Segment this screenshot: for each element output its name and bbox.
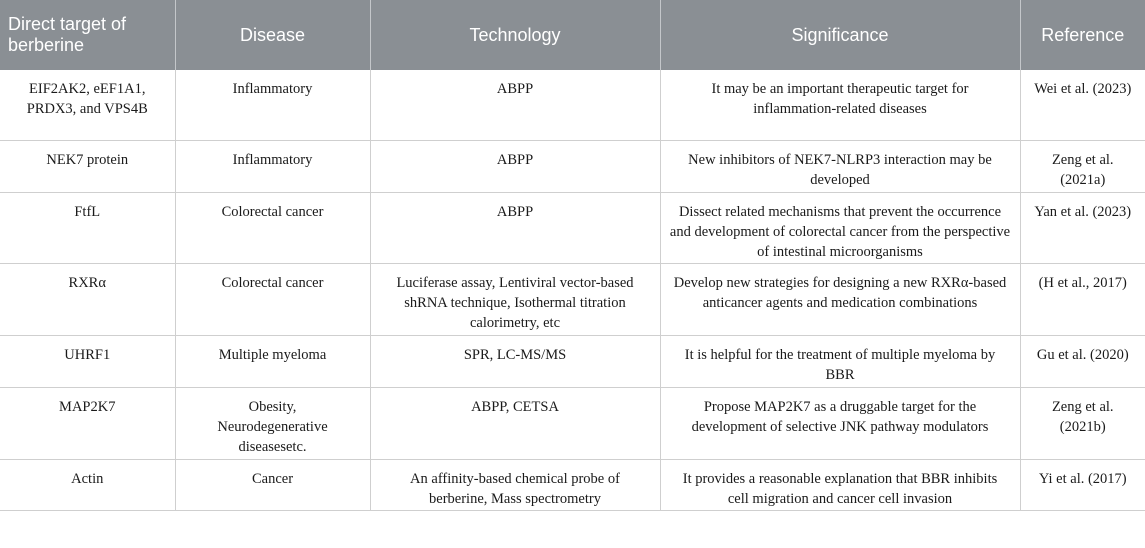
header-row — [0, 0, 1145, 70]
cell-disease: Cancer — [175, 460, 370, 511]
cell-disease: Inflammatory — [175, 70, 370, 141]
cell-technology: ABPP — [370, 193, 660, 264]
cell-reference: Gu et al. (2020) — [1020, 336, 1145, 388]
cell-technology: ABPP, CETSA — [370, 388, 660, 460]
header-reference: Reference — [1020, 0, 1145, 70]
cell-disease: Obesity, Neurodegenerative diseasesetc. — [175, 388, 370, 460]
header-target: Direct target of berberine — [0, 0, 175, 70]
cell-significance: It provides a reasonable explanation that BBR inhibits cell migration and cancer cell invasion — [660, 460, 1020, 511]
cell-reference: Yi et al. (2017) — [1020, 460, 1145, 511]
header-disease: Disease — [175, 0, 370, 70]
cell-technology: An affinity-based chemical probe of berberine, Mass spectrometry — [370, 460, 660, 511]
cell-reference: (H et al., 2017) — [1020, 264, 1145, 336]
table-row — [0, 460, 1145, 511]
cell-target: EIF2AK2, eEF1A1, PRDX3, and VPS4B — [0, 70, 175, 141]
table-row — [0, 388, 1145, 460]
cell-target: FtfL — [0, 193, 175, 264]
cell-significance: It is helpful for the treatment of multiple myeloma by BBR — [660, 336, 1020, 388]
cell-significance: Propose MAP2K7 as a druggable target for the development of selective JNK pathway modulators — [660, 388, 1020, 460]
table-row — [0, 70, 1145, 141]
cell-technology: Luciferase assay, Lentiviral vector-based shRNA technique, Isothermal titration calorimetry, etc — [370, 264, 660, 336]
cell-reference: Wei et al. (2023) — [1020, 70, 1145, 141]
header-technology: Technology — [370, 0, 660, 70]
cell-target: RXRα — [0, 264, 175, 336]
cell-disease: Inflammatory — [175, 141, 370, 193]
cell-disease: Colorectal cancer — [175, 193, 370, 264]
cell-technology: ABPP — [370, 70, 660, 141]
cell-target: Actin — [0, 460, 175, 511]
table-row — [0, 141, 1145, 193]
cell-target: UHRF1 — [0, 336, 175, 388]
header-significance: Significance — [660, 0, 1020, 70]
cell-technology: SPR, LC-MS/MS — [370, 336, 660, 388]
cell-significance: It may be an important therapeutic target for inflammation-related diseases — [660, 70, 1020, 141]
cell-disease: Multiple myeloma — [175, 336, 370, 388]
cell-significance: Develop new strategies for designing a new RXRα-based anticancer agents and medication combinations — [660, 264, 1020, 336]
cell-significance: Dissect related mechanisms that prevent the occurrence and development of colorectal cancer from the perspective of intestinal microorganisms — [660, 193, 1020, 264]
cell-reference: Zeng et al. (2021b) — [1020, 388, 1145, 460]
cell-target: MAP2K7 — [0, 388, 175, 460]
table-row — [0, 193, 1145, 264]
table-row — [0, 336, 1145, 388]
cell-target: NEK7 protein — [0, 141, 175, 193]
cell-disease: Colorectal cancer — [175, 264, 370, 336]
cell-technology: ABPP — [370, 141, 660, 193]
cell-reference: Yan et al. (2023) — [1020, 193, 1145, 264]
table-row — [0, 264, 1145, 336]
cell-reference: Zeng et al. (2021a) — [1020, 141, 1145, 193]
cell-significance: New inhibitors of NEK7-NLRP3 interaction may be developed — [660, 141, 1020, 193]
